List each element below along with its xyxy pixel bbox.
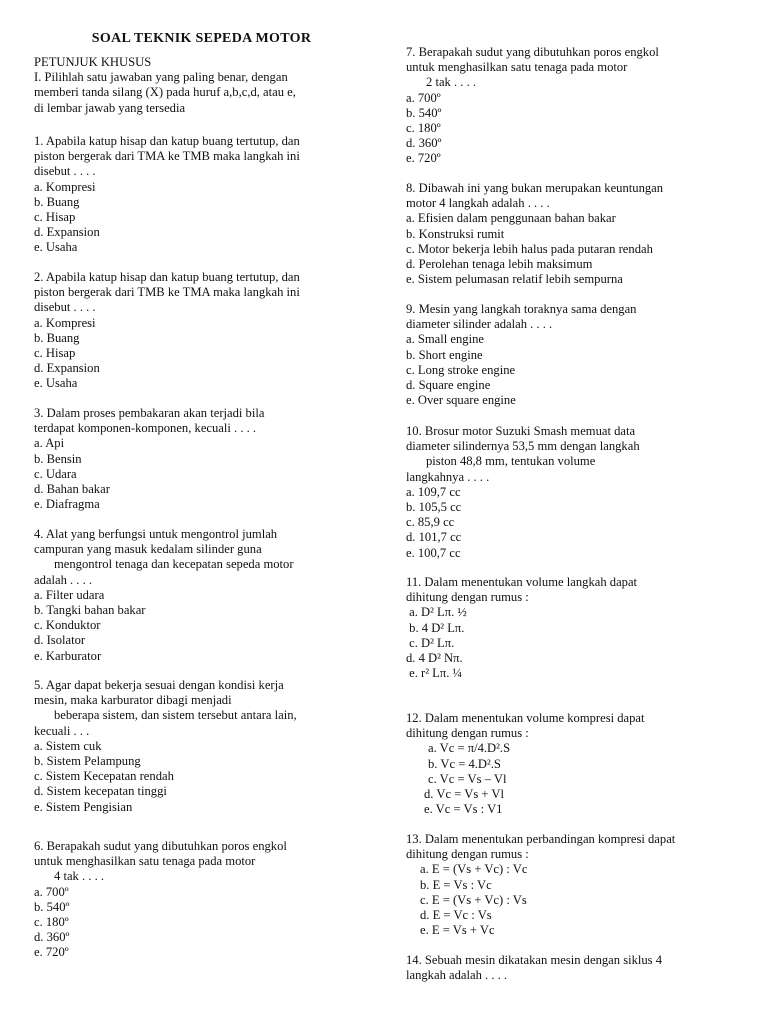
option-d: d. Sistem kecepatan tinggi (34, 784, 167, 799)
option-e: e. Usaha (34, 240, 78, 255)
question-text: 8. Dibawah ini yang bukan merupakan keuntungan (406, 181, 664, 195)
question-12 (406, 711, 742, 817)
question-text: mesin, maka karburator dibagi menjadi (34, 693, 232, 708)
option-e: e. Sistem Pengisian (34, 799, 133, 814)
option-d: d. Vc = Vs + Vl (424, 786, 504, 801)
option-c: c. 180º (34, 914, 69, 929)
option-a: a. Vc = π/4.D².S (428, 741, 511, 756)
option-d: d. 360º (34, 930, 70, 945)
option-d: d. Expansion (34, 361, 100, 376)
question-text: 12. Dalam menentukan volume kompresi dapat (406, 711, 645, 725)
option-b: b. Sistem Pelampung (34, 753, 141, 768)
option-b: b. Tangki bahan bakar (34, 602, 146, 617)
question-text: dihitung dengan rumus : (406, 590, 529, 605)
question-text: dihitung dengan rumus : (406, 847, 529, 862)
question-text: 6. Berapakah sudut yang dibutuhkan poros engkol (34, 839, 287, 853)
option-b: b. 540º (406, 105, 442, 120)
question-11 (406, 575, 742, 681)
option-c: c. 85,9 cc (406, 515, 455, 530)
option-a: a. 700º (406, 90, 441, 105)
question-8 (406, 181, 742, 287)
question-text: 11. Dalam menentukan volume langkah dapat (406, 575, 638, 589)
option-c: c. Hisap (34, 209, 76, 224)
question-text: 3. Dalam proses pembakaran akan terjadi bila (34, 406, 265, 420)
option-b: b. 4 D² Lπ. (406, 620, 465, 635)
question-text: terdapat komponen-komponen, kecuali . . . . (34, 421, 257, 436)
question-text: untuk menghasilkan satu tenaga pada motor (34, 854, 256, 869)
instructions-line: di lembar jawab yang tersedia (34, 100, 186, 115)
question-text: mengontrol tenaga dan kecepatan sepeda motor (54, 557, 294, 572)
option-b: b. Konstruksi rumit (406, 226, 505, 241)
option-d: d. Square engine (406, 377, 491, 392)
question-text: 5. Agar dapat bekerja sesuai dengan kondisi kerja (34, 678, 284, 692)
option-b: b. E = Vs : Vc (420, 877, 492, 892)
option-b: b. Short engine (406, 347, 483, 362)
option-c: c. Konduktor (34, 618, 101, 633)
option-a: a. Small engine (406, 332, 484, 347)
question-text: 4 tak . . . . (54, 869, 105, 884)
question-text: 2 tak . . . . (426, 75, 477, 90)
page-title: SOAL TEKNIK SEPEDA MOTOR (91, 31, 312, 46)
option-e: e. 720º (406, 151, 441, 166)
question-text: diameter silinder adalah . . . . (406, 317, 553, 332)
option-a: a. Filter udara (34, 587, 105, 602)
option-c: c. Motor bekerja lebih halus pada putaran rendah (406, 241, 653, 256)
option-d: d. 360º (406, 136, 442, 151)
option-e: e. Usaha (34, 376, 78, 391)
option-e: e. Over square engine (406, 393, 516, 408)
question-text: campuran yang masuk kedalam silinder guna (34, 542, 262, 557)
question-text: disebut . . . . (34, 300, 96, 315)
instructions-heading: PETUNJUK KHUSUS (34, 55, 152, 69)
question-text: 2. Apabila katup hisap dan katup buang tertutup, dan (34, 270, 300, 284)
option-c: c. Long stroke engine (406, 362, 516, 377)
question-text: piston bergerak dari TMB ke TMA maka langkah ini (34, 285, 300, 300)
question-5 (34, 678, 369, 815)
option-b: b. 105,5 cc (406, 499, 462, 514)
question-text: 9. Mesin yang langkah toraknya sama dengan (406, 302, 637, 316)
question-text: 13. Dalam menentukan perbandingan kompresi dapat (406, 832, 676, 846)
question-7 (406, 45, 742, 167)
option-e: e. Sistem pelumasan relatif lebih sempurna (406, 272, 623, 287)
option-c: c. D² Lπ. (406, 635, 455, 650)
option-b: b. 540º (34, 899, 70, 914)
option-b: b. Vc = 4.D².S (428, 756, 501, 771)
option-b: b. Buang (34, 194, 80, 209)
option-d: d. Perolehan tenaga lebih maksimum (406, 256, 593, 271)
option-a: a. E = (Vs + Vc) : Vc (420, 862, 528, 877)
option-a: a. 700º (34, 884, 69, 899)
question-text: piston bergerak dari TMA ke TMB maka langkah ini (34, 149, 300, 164)
option-a: a. D² Lπ. ½ (406, 605, 467, 620)
option-d: d. E = Vc : Vs (420, 907, 492, 922)
option-e: e. 100,7 cc (406, 545, 461, 560)
option-d: d. 4 D² Nπ. (406, 650, 463, 665)
question-2 (34, 270, 369, 392)
question-1 (34, 134, 369, 256)
option-d: d. 101,7 cc (406, 530, 462, 545)
option-c: c. 180º (406, 120, 441, 135)
question-text: kecuali . . . (34, 723, 90, 738)
question-text: untuk menghasilkan satu tenaga pada motor (406, 60, 628, 75)
question-text: disebut . . . . (34, 164, 96, 179)
option-e: e. Vc = Vs : V1 (424, 802, 503, 817)
question-6 (34, 839, 369, 961)
question-text: 1. Apabila katup hisap dan katup buang tertutup, dan (34, 134, 300, 148)
option-d: d. Expansion (34, 225, 100, 240)
option-d: d. Isolator (34, 633, 86, 648)
option-c: c. Sistem Kecepatan rendah (34, 769, 174, 784)
question-text: 7. Berapakah sudut yang dibutuhkan poros engkol (406, 45, 659, 59)
question-13 (406, 832, 742, 938)
option-b: b. Buang (34, 330, 80, 345)
instructions-line: memberi tanda silang (X) pada huruf a,b,c,d, atau e, (34, 85, 296, 100)
question-10 (406, 424, 742, 561)
question-text: langkahnya . . . . (406, 469, 490, 484)
question-text: 14. Sebuah mesin dikatakan mesin dengan siklus 4 (406, 953, 663, 967)
option-d: d. Bahan bakar (34, 481, 110, 496)
option-e: e. r² Lπ. ¼ (406, 666, 462, 681)
option-e: e. Diafragma (34, 497, 100, 512)
question-text: 10. Brosur motor Suzuki Smash memuat data (406, 424, 636, 438)
option-c: c. Hisap (34, 345, 76, 360)
question-text: motor 4 langkah adalah . . . . (406, 196, 550, 211)
question-text: langkah adalah . . . . (406, 968, 508, 983)
option-c: c. E = (Vs + Vc) : Vs (420, 892, 527, 907)
option-a: a. Kompresi (34, 315, 96, 330)
option-a: a. Kompresi (34, 179, 96, 194)
option-a: a. Sistem cuk (34, 738, 102, 753)
question-text: piston 48,8 mm, tentukan volume (426, 454, 596, 469)
question-14 (406, 953, 742, 983)
option-e: e. 720º (34, 945, 69, 960)
option-e: e. E = Vs + Vc (420, 923, 495, 938)
question-text: dihitung dengan rumus : (406, 726, 529, 741)
option-a: a. Efisien dalam penggunaan bahan bakar (406, 211, 616, 226)
question-3 (34, 406, 369, 512)
question-4 (34, 527, 369, 664)
question-text: 4. Alat yang berfungsi untuk mengontrol jumlah (34, 527, 278, 541)
option-e: e. Karburator (34, 648, 102, 663)
option-c: c. Vc = Vs – Vl (428, 771, 507, 786)
instructions (34, 55, 369, 116)
instructions-line: I. Pilihlah satu jawaban yang paling benar, dengan (34, 70, 288, 85)
question-text: diameter silindernya 53,5 mm dengan langkah (406, 439, 640, 454)
option-a: a. Api (34, 436, 65, 451)
question-text: adalah . . . . (34, 572, 93, 587)
question-9 (406, 302, 742, 408)
option-c: c. Udara (34, 466, 77, 481)
option-b: b. Bensin (34, 451, 82, 466)
option-a: a. 109,7 cc (406, 484, 461, 499)
question-text: beberapa sistem, dan sistem tersebut antara lain, (54, 708, 297, 723)
